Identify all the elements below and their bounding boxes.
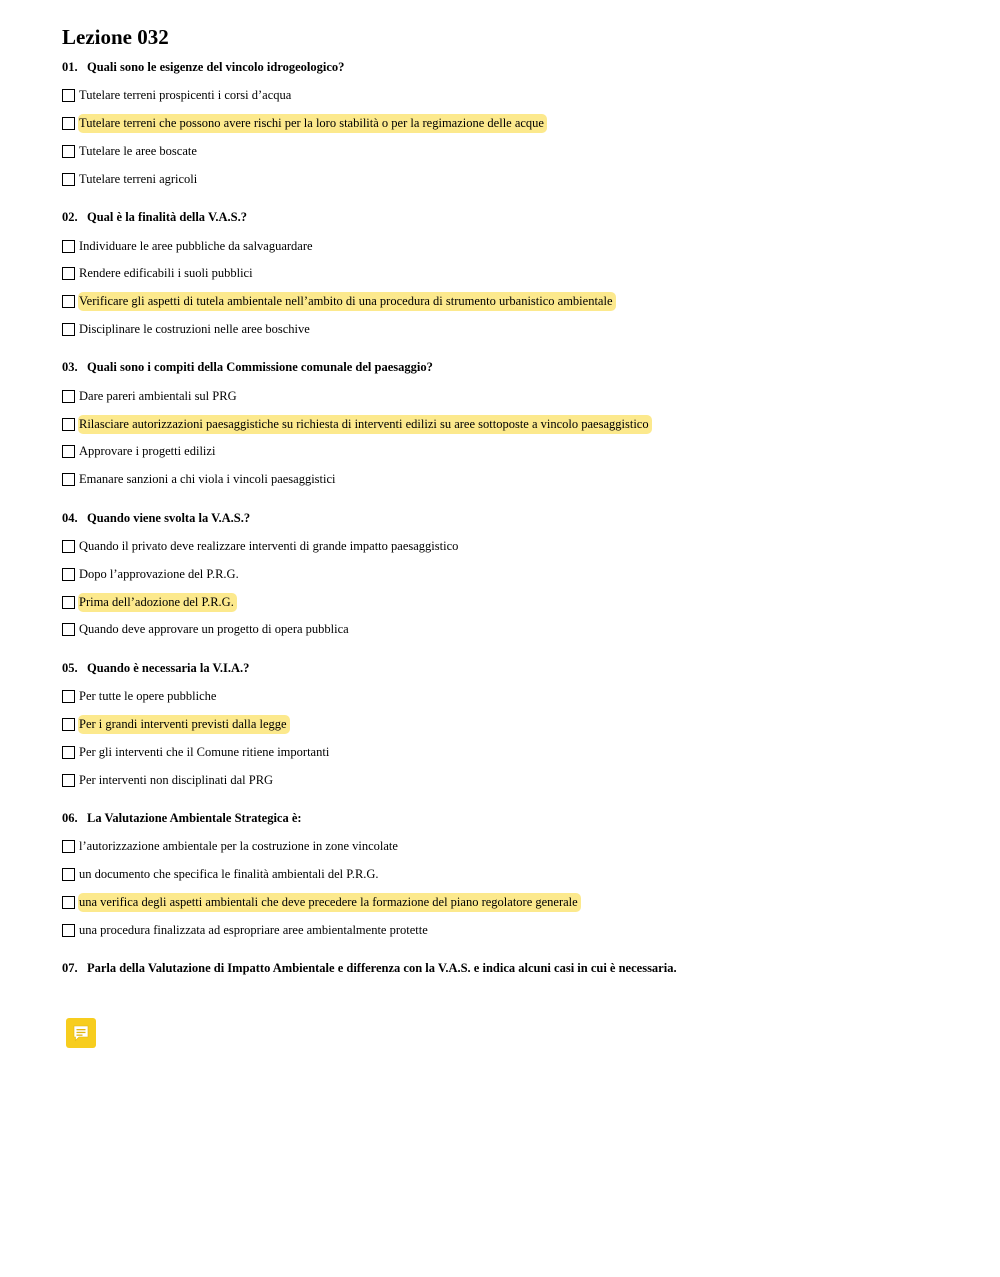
answer-checkbox[interactable]	[62, 840, 75, 853]
answer-checkbox[interactable]	[62, 445, 75, 458]
answer-option-highlighted	[62, 588, 962, 616]
answer-checkbox[interactable]	[62, 690, 75, 703]
answer-text: Per gli interventi che il Comune ritiene importanti	[79, 744, 330, 759]
answer-checkbox[interactable]	[62, 117, 75, 130]
answer-option	[62, 683, 962, 711]
answer-checkbox[interactable]	[62, 774, 75, 787]
question-number: 03.	[62, 360, 78, 375]
answer-option	[62, 82, 962, 110]
question-heading	[62, 958, 962, 978]
answer-text-highlighted: Verificare gli aspetti di tutela ambientale nell’ambito di una procedura di strumento urbanistico ambientale	[78, 292, 616, 311]
answer-text: Per tutte le opere pubbliche	[79, 689, 217, 704]
answer-checkbox[interactable]	[62, 623, 75, 636]
question-text: Parla della Valutazione di Impatto Ambientale e differenza con la V.A.S. e indica alcuni casi in cui è necessaria.	[87, 961, 677, 976]
question-number: 07.	[62, 961, 78, 976]
question-text: Quando è necessaria la V.I.A.?	[87, 660, 250, 675]
answer-checkbox[interactable]	[62, 568, 75, 581]
answer-checkbox[interactable]	[62, 323, 75, 336]
answer-text: Emanare sanzioni a chi viola i vincoli paesaggistici	[79, 472, 336, 487]
answer-option	[62, 861, 962, 889]
page-title: Lezione 032	[62, 25, 169, 49]
question-list	[62, 57, 962, 992]
answer-option	[62, 438, 962, 466]
question-text: Qual è la finalità della V.A.S.?	[87, 210, 247, 225]
question-text: Quando viene svolta la V.A.S.?	[87, 510, 251, 525]
answer-checkbox[interactable]	[62, 173, 75, 186]
answer-option-highlighted	[62, 288, 962, 316]
answer-option	[62, 232, 962, 260]
question-number: 02.	[62, 210, 78, 225]
answer-checkbox[interactable]	[62, 868, 75, 881]
answer-option	[62, 560, 962, 588]
answer-text: Rendere edificabili i suoli pubblici	[79, 266, 253, 281]
answer-checkbox[interactable]	[62, 418, 75, 431]
answer-text: un documento che specifica le finalità ambientali del P.R.G.	[79, 867, 379, 882]
answer-text: l’autorizzazione ambientale per la costruzione in zone vincolate	[79, 839, 398, 854]
answer-option	[62, 766, 962, 794]
answer-checkbox[interactable]	[62, 746, 75, 759]
answer-checkbox[interactable]	[62, 924, 75, 937]
answer-checkbox[interactable]	[62, 718, 75, 731]
question-number: 01.	[62, 60, 78, 74]
question-heading	[62, 808, 962, 828]
answer-text: Dare pareri ambientali sul PRG	[79, 388, 237, 403]
answer-text: Disciplinare le costruzioni nelle aree boschive	[79, 321, 310, 336]
question-number: 05.	[62, 660, 78, 675]
answer-text: Quando deve approvare un progetto di opera pubblica	[79, 622, 349, 637]
question-07	[62, 958, 962, 978]
answer-text: Tutelare terreni agricoli	[79, 171, 198, 186]
answer-checkbox[interactable]	[62, 240, 75, 253]
answer-text: Tutelare terreni prospicenti i corsi d’acqua	[79, 88, 292, 103]
question-heading	[62, 207, 962, 227]
question-heading	[62, 658, 962, 678]
question-heading	[62, 57, 962, 77]
question-05	[62, 658, 962, 794]
question-01	[62, 57, 962, 193]
answer-option	[62, 616, 962, 644]
question-03	[62, 357, 962, 493]
answer-option	[62, 738, 962, 766]
question-06	[62, 808, 962, 944]
answer-text-highlighted: Per i grandi interventi previsti dalla legge	[78, 715, 290, 734]
answer-text-highlighted: Rilasciare autorizzazioni paesaggistiche su richiesta di interventi edilizi su aree sottoposte a vincolo paesaggistico	[78, 415, 652, 434]
answer-option	[62, 316, 962, 344]
answer-option	[62, 533, 962, 561]
answer-option	[62, 382, 962, 410]
question-text: La Valutazione Ambientale Strategica è:	[87, 810, 302, 825]
answer-text: una procedura finalizzata ad espropriare aree ambientalmente protette	[79, 922, 428, 937]
question-heading	[62, 357, 962, 377]
answer-text-highlighted: una verifica degli aspetti ambientali che deve precedere la formazione del piano regolatore generale	[78, 893, 581, 912]
question-text: Quali sono le esigenze del vincolo idrogeologico?	[87, 60, 345, 74]
answer-option-highlighted	[62, 711, 962, 739]
answer-text: Tutelare le aree boscate	[79, 143, 197, 158]
question-heading	[62, 508, 962, 528]
question-number: 04.	[62, 510, 78, 525]
answer-text: Dopo l’approvazione del P.R.G.	[79, 566, 239, 581]
answer-option	[62, 138, 962, 166]
answer-option	[62, 260, 962, 288]
answer-option-highlighted	[62, 110, 962, 138]
answer-checkbox[interactable]	[62, 89, 75, 102]
answer-checkbox[interactable]	[62, 896, 75, 909]
answer-option	[62, 165, 962, 193]
answer-option-highlighted	[62, 410, 962, 438]
answer-text: Approvare i progetti edilizi	[79, 444, 216, 459]
question-02	[62, 207, 962, 343]
answer-text: Quando il privato deve realizzare interventi di grande impatto paesaggistico	[79, 538, 459, 553]
answer-text-highlighted: Tutelare terreni che possono avere rischi per la loro stabilità o per la regimazione delle acque	[78, 114, 547, 133]
answer-option	[62, 833, 962, 861]
answer-checkbox[interactable]	[62, 540, 75, 553]
answer-option	[62, 466, 962, 494]
question-text: Quali sono i compiti della Commissione comunale del paesaggio?	[87, 360, 433, 375]
answer-text-highlighted: Prima dell’adozione del P.R.G.	[78, 593, 237, 612]
answer-text: Per interventi non disciplinati dal PRG	[79, 772, 274, 787]
question-04	[62, 508, 962, 644]
comment-note-icon[interactable]	[66, 1018, 96, 1048]
question-number: 06.	[62, 810, 78, 825]
answer-option	[62, 916, 962, 944]
answer-checkbox[interactable]	[62, 295, 75, 308]
answer-checkbox[interactable]	[62, 473, 75, 486]
answer-checkbox[interactable]	[62, 596, 75, 609]
answer-text: Individuare le aree pubbliche da salvaguardare	[79, 238, 313, 253]
answer-checkbox[interactable]	[62, 145, 75, 158]
answer-checkbox[interactable]	[62, 390, 75, 403]
answer-option-highlighted	[62, 889, 962, 917]
answer-checkbox[interactable]	[62, 267, 75, 280]
